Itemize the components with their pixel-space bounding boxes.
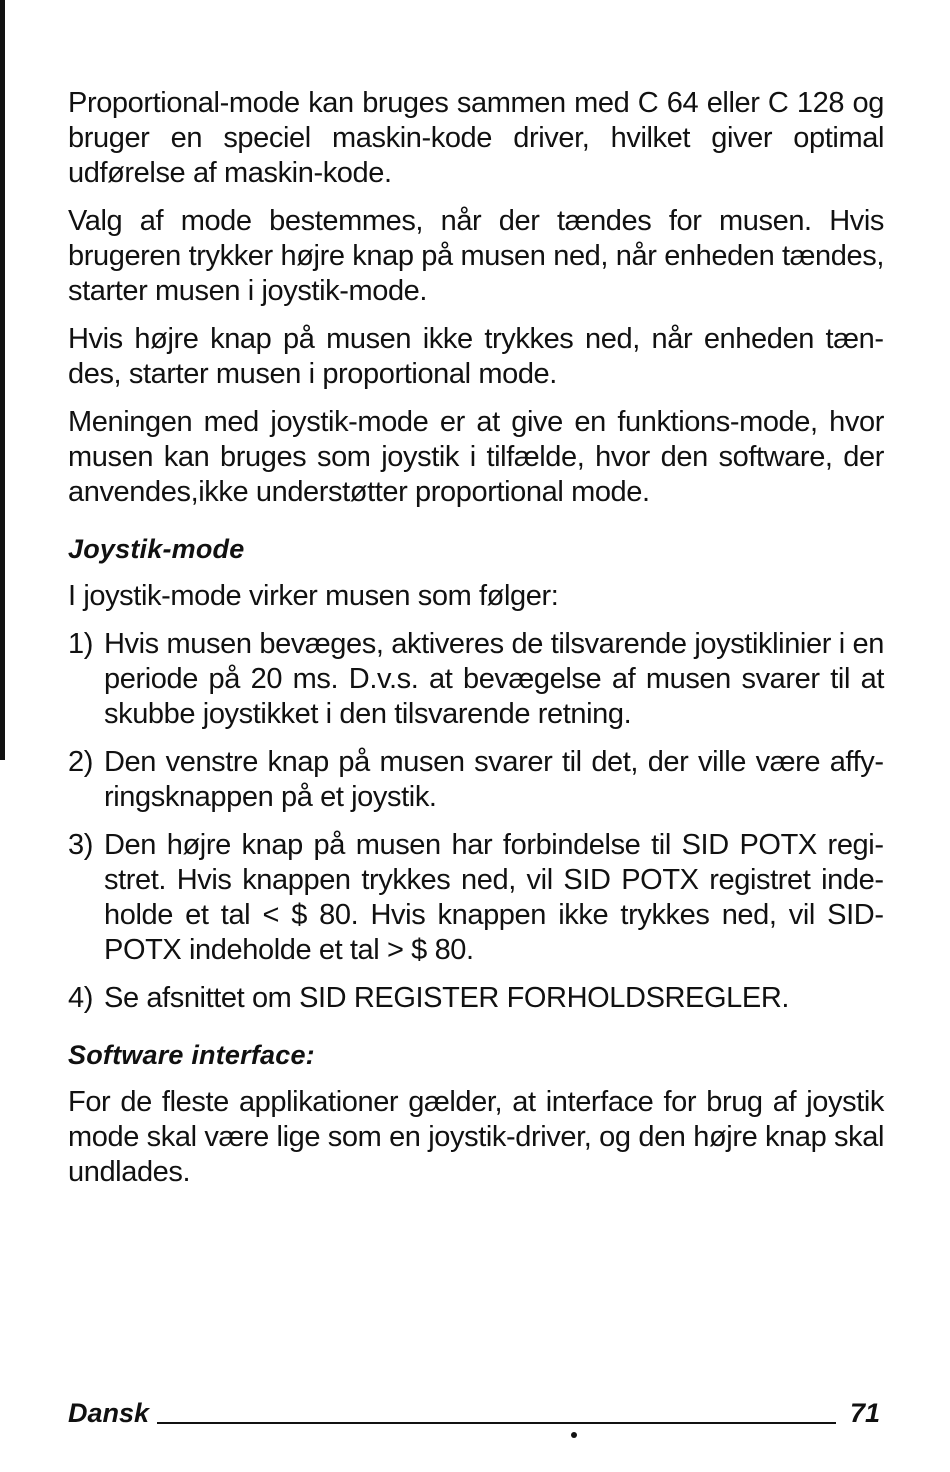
- page-number: 71: [849, 1398, 880, 1428]
- paragraph-right-button: Hvis højre knap på musen ikke trykkes ned, når enheden tændes, starter musen i proportional mode.: [68, 323, 884, 390]
- list-item-number: 4): [68, 982, 93, 1014]
- paragraph-joystick-purpose: Meningen med joystik-mode er at give en funktions-mode, hvor musen kan bruges som joystik i tilfælde, hvor den software, der anvendes,ikke understøtter proportional mode.: [68, 406, 884, 508]
- list-item-text: Se afsnittet om SID REGISTER FORHOLDSREGLER.: [104, 982, 790, 1014]
- paragraph-mode-selection: Valg af mode bestemmes, når der tændes for musen. Hvis brugeren trykker højre knap på musen ned, når enheden tændes, starter musen i joystik-mode.: [68, 205, 884, 307]
- list-item: [68, 828, 884, 968]
- heading-software-interface: Software interface:: [68, 1040, 315, 1070]
- list-item-number: 2): [68, 746, 93, 778]
- footer-language-label: Dansk: [68, 1398, 150, 1428]
- list-item: [68, 981, 884, 1016]
- footer-rule: [157, 1422, 836, 1424]
- paragraph-proportional-mode: Proportional-mode kan bruges sammen med C 64 eller C 128 og bruger en speciel maskin-kode driver, hvilket giver optimal udførelse af maskin-kode.: [68, 87, 884, 189]
- page-content: [68, 86, 884, 1203]
- list-item-text: Den højre knap på musen har forbindelse til SID POTX registret. Hvis knappen trykkes ned, vil SID POTX registret indeholde et tal < $ 80. Hvis knappen ikke trykkes ned, vil SIDPOTX indeholde et tal > $ 80.: [104, 829, 884, 966]
- list-item-text: Hvis musen bevæges, aktiveres de tilsvarende joystiklinier i en periode på 20 ms. D.v.s. at bevægelse af musen svarer til at skubbe joystikket i den tilsvarende retning.: [104, 628, 884, 730]
- list-item: [68, 745, 884, 815]
- scan-edge-shadow: [0, 0, 5, 760]
- list-item-text: Den venstre knap på musen svarer til det, der ville være affyringsknappen på et joystik.: [104, 746, 884, 813]
- joystick-intro: I joystik-mode virker musen som følger:: [68, 580, 559, 612]
- heading-joystick-mode: Joystik-mode: [68, 534, 245, 564]
- scan-speck: [571, 1432, 577, 1438]
- list-item-number: 3): [68, 829, 93, 861]
- paragraph-software-interface: For de fleste applikationer gælder, at interface for brug af joystik mode skal være lige som en joystik-driver, og den højre knap skal undlades.: [68, 1086, 884, 1188]
- list-item-number: 1): [68, 628, 93, 660]
- joystick-behavior-list: [68, 627, 884, 1016]
- page-footer: [68, 1392, 880, 1428]
- list-item: [68, 627, 884, 732]
